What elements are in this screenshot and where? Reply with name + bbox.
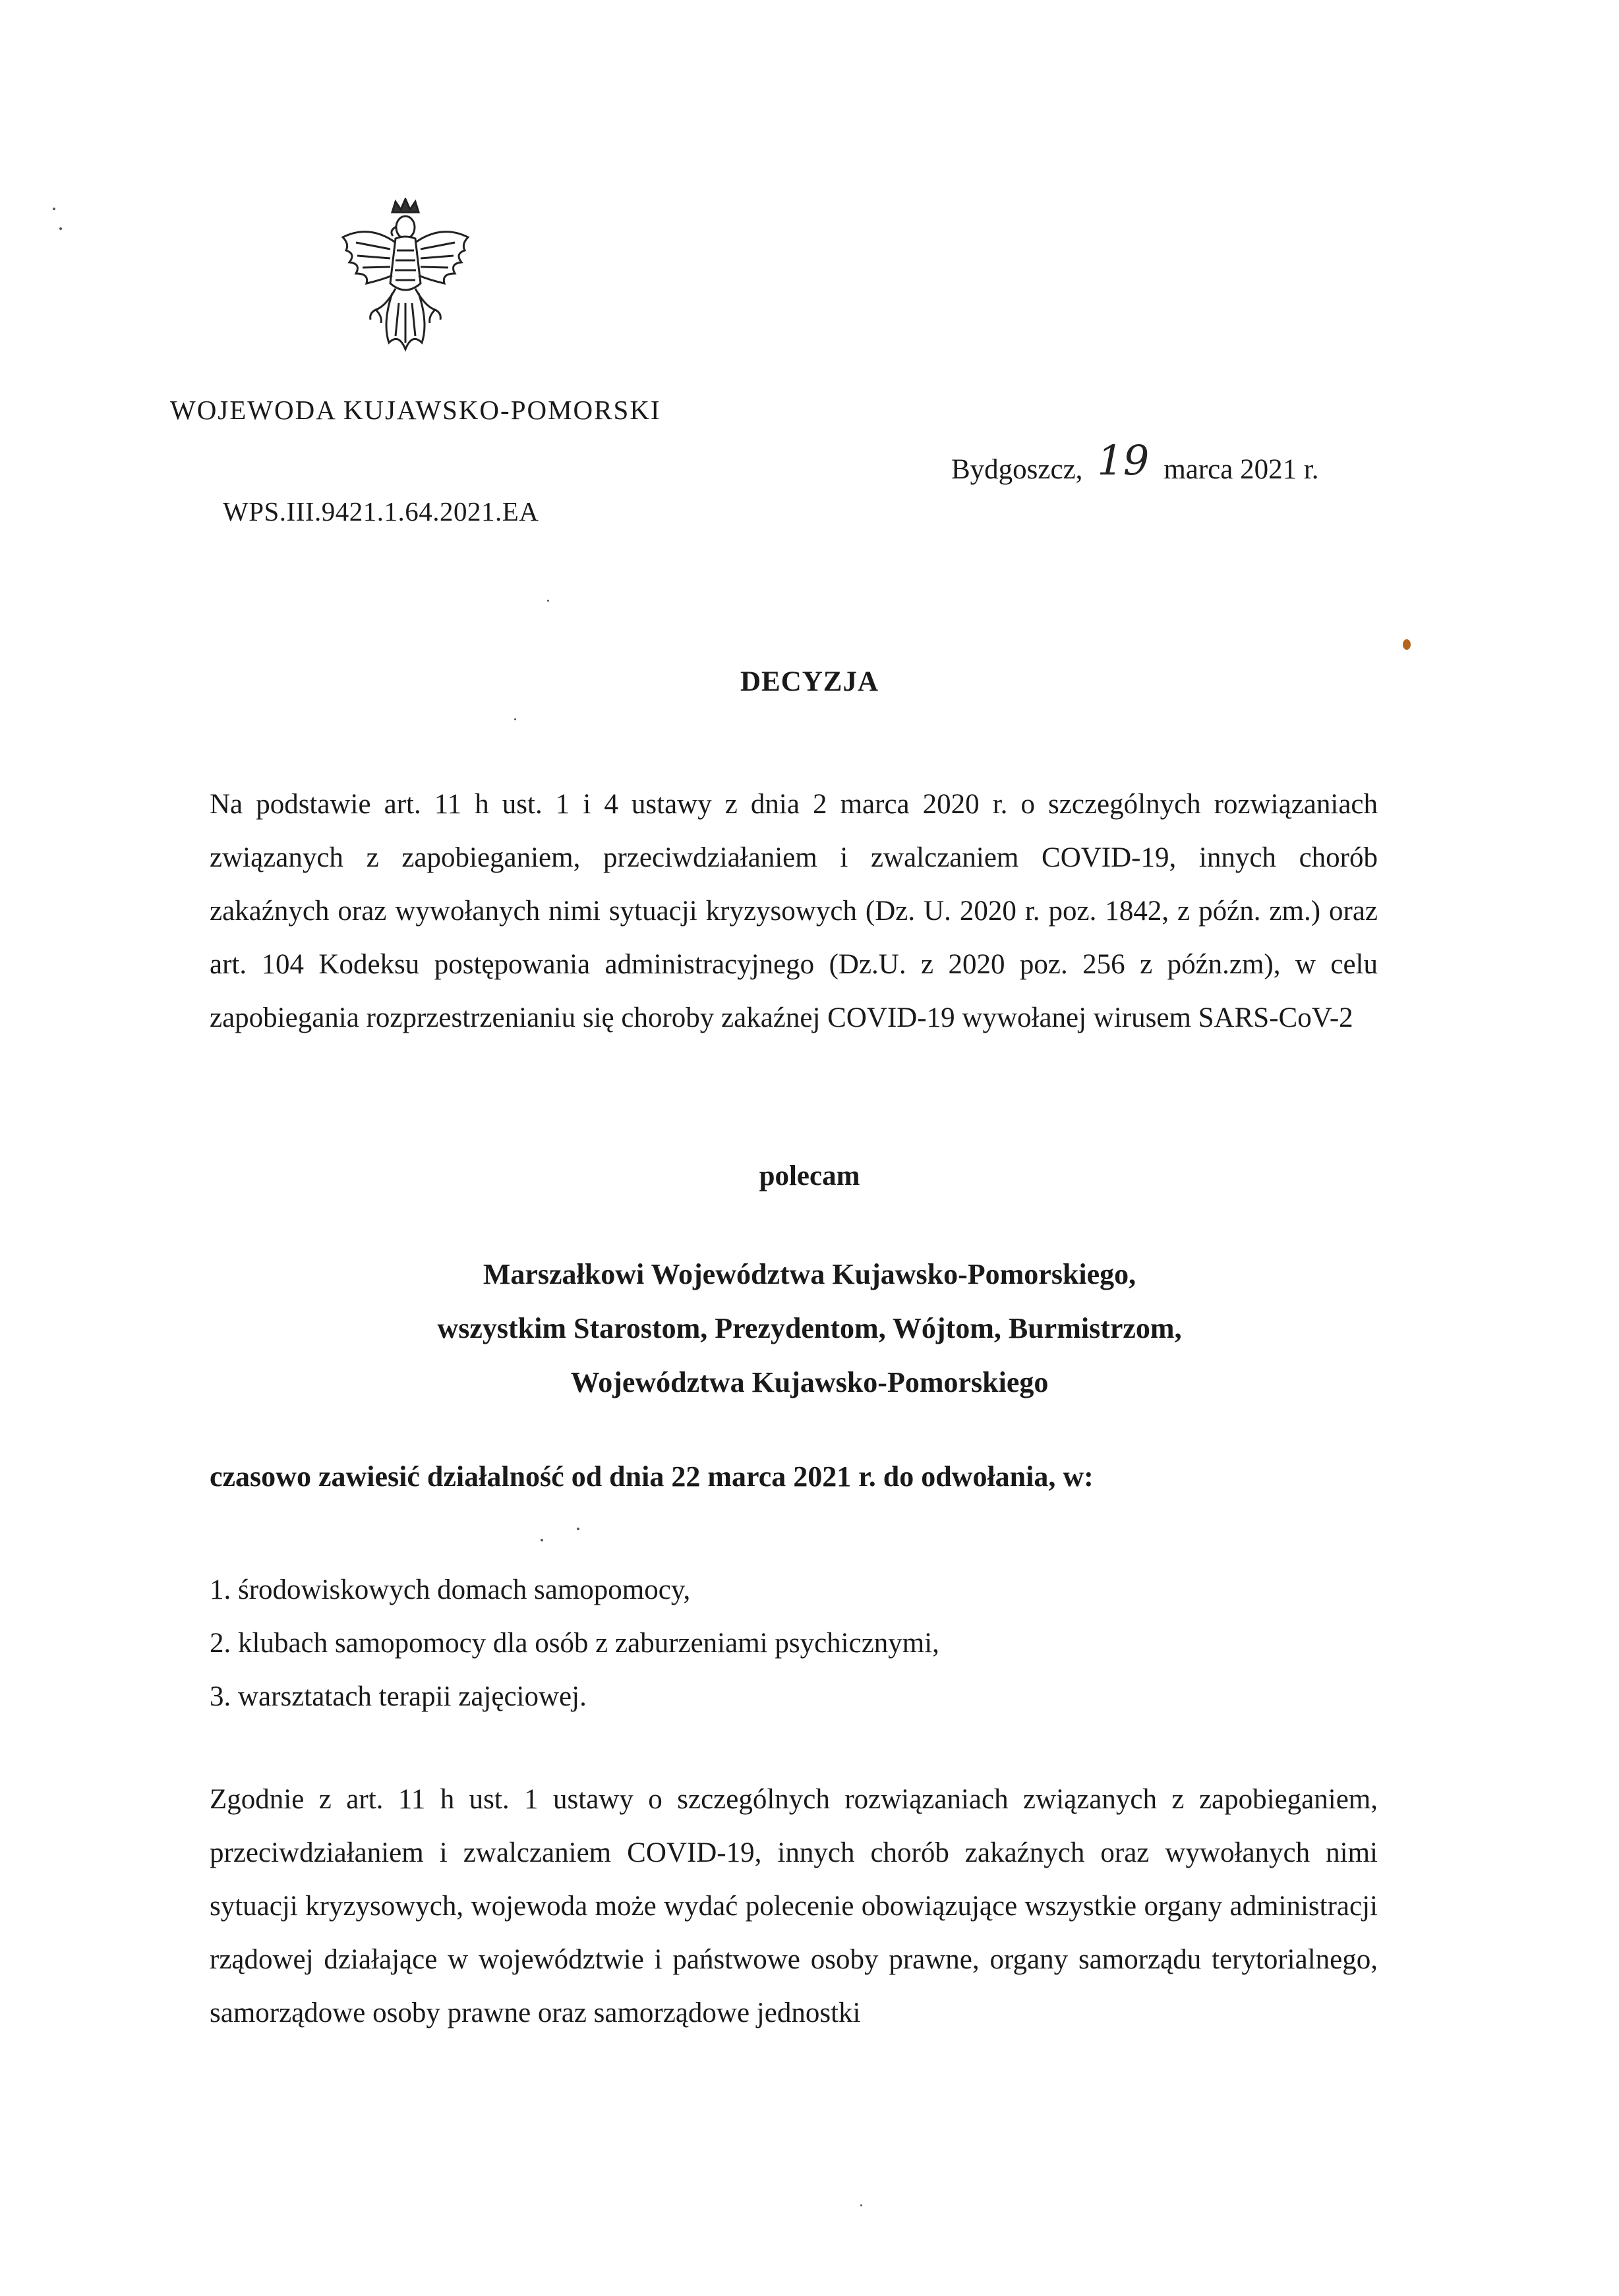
place-label: Bydgoszcz, — [951, 454, 1083, 485]
polish-eagle-emblem-icon — [330, 198, 481, 362]
addressee-line: wszystkim Starostom, Prezydentom, Wójtom, Burmistrzom, — [437, 1312, 1182, 1344]
scan-speck — [53, 208, 55, 210]
scan-speck — [514, 718, 516, 720]
document-title: DECYZJA — [740, 666, 879, 697]
addressees-block — [0, 1248, 1619, 1410]
scan-speck — [541, 1539, 543, 1541]
addressee-line: Województwa Kujawsko-Pomorskiego — [570, 1366, 1049, 1398]
list-item: 2. klubach samopomocy dla osób z zaburzeniami psychicznymi, — [210, 1628, 939, 1659]
suspension-statement: czasowo zawiesić działalność od dnia 22 marca 2021 r. do odwołania, w: — [210, 1460, 1094, 1493]
justification-paragraph: Zgodnie z art. 11 h ust. 1 ustawy o szczególnych rozwiązaniach związanych z zapobieganiem, przeciwdziałaniem i zwalczaniem COVID-19, innych chorób zakaźnych oraz wywołanych nimi sytuacji kryzysowych, wojewoda może wydać polecenie obowiązujące wszystkie organy administracji rządowej działające w województwie i państwowe osoby prawne, organy samorządu terytorialnego, samorządowe osoby prawne oraz samorządowe jednostki — [210, 1784, 1378, 2028]
scan-speck — [547, 600, 549, 602]
scan-speck — [1403, 639, 1411, 650]
list-item: 1. środowiskowych domach samopomocy, — [210, 1574, 691, 1605]
place-and-date — [951, 436, 1319, 488]
scan-speck — [577, 1528, 579, 1530]
facility-list — [210, 1563, 939, 1723]
date-suffix: marca 2021 r. — [1163, 454, 1319, 485]
list-item: 3. warsztatach terapii zajęciowej. — [210, 1681, 587, 1712]
command-word: polecam — [759, 1161, 860, 1191]
scan-speck — [860, 2204, 862, 2206]
handwritten-day: 19 — [1097, 436, 1150, 484]
legal-basis-paragraph: Na podstawie art. 11 h ust. 1 i 4 ustawy z dnia 2 marca 2020 r. o szczególnych rozwiązaniach związanych z zapobieganiem, przeciwdziałaniem i zwalczaniem COVID-19, innych chorób zakaźnych oraz wywołanych nimi sytuacji kryzysowych (Dz. U. 2020 r. poz. 1842, z późn. zm.) oraz art. 104 Kodeksu postępowania administracyjnego (Dz.U. z 2020 poz. 256 z późn.zm), w celu zapobiegania rozprzestrzenianiu się choroby zakaźnej COVID-19 wywołanej wirusem SARS-CoV-2 — [210, 789, 1378, 1033]
issuing-authority: WOJEWODA KUJAWSKO-POMORSKI — [170, 395, 661, 425]
scan-speck — [59, 227, 62, 230]
case-reference-number: WPS.III.9421.1.64.2021.EA — [223, 496, 539, 527]
addressee-line: Marszałkowi Województwa Kujawsko-Pomorskiego, — [483, 1258, 1136, 1290]
